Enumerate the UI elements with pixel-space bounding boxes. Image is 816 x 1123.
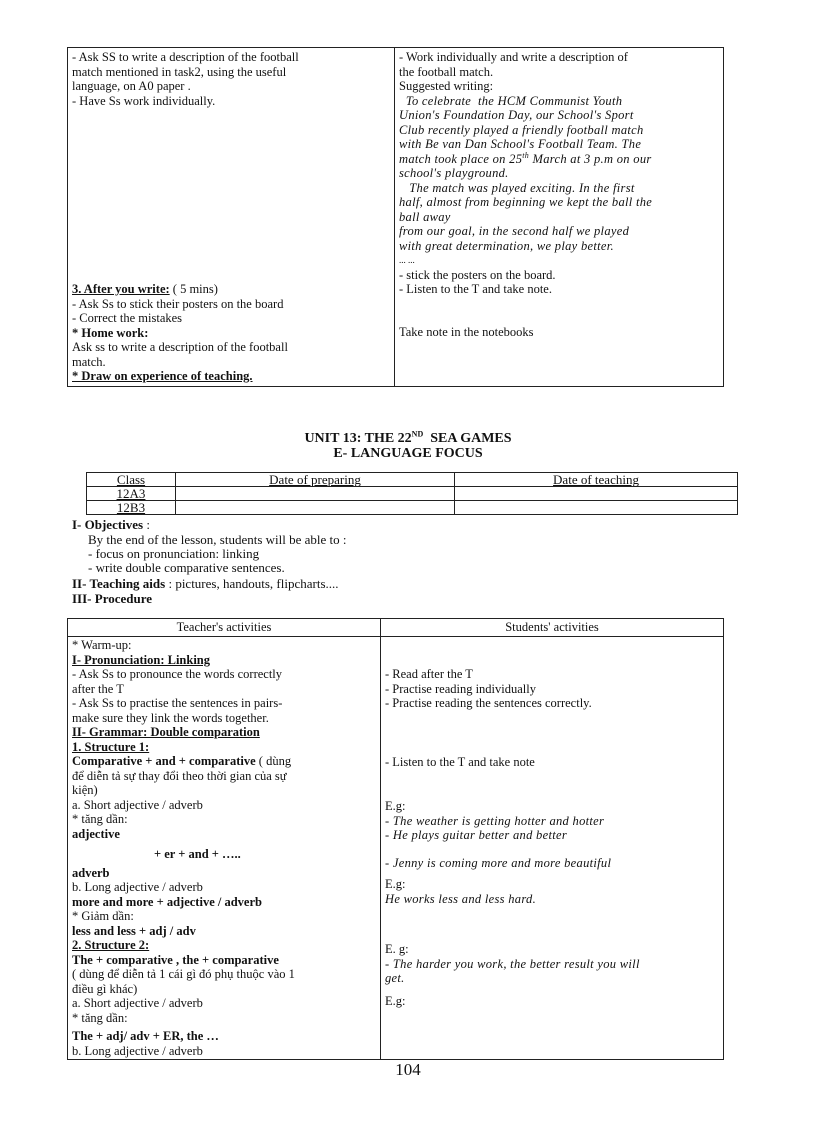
match-date-sup: th: [522, 150, 530, 160]
example-line: He works less and less hard.: [385, 891, 536, 906]
text-line: match mentioned in task2, using the useful: [72, 64, 287, 79]
teacher-column-cell: [68, 48, 395, 387]
text-line: để diễn tả sự thay đổi theo thời gian của sự: [72, 768, 287, 783]
text-line: * tăng dần:: [72, 1010, 128, 1025]
unit-title-suffix: SEA GAMES: [423, 431, 512, 446]
text-line: - Work individually and write a description of: [399, 50, 628, 64]
page-number: 104: [395, 1060, 421, 1079]
suggested-writing-line: Club recently played a friendly football match: [399, 122, 644, 137]
text-line: the football match.: [399, 64, 494, 79]
text-line: - Practise reading individually: [385, 681, 537, 696]
text-line: a. Short adjective / adverb: [72, 996, 203, 1010]
less-formula: less and less + adj / adv: [72, 923, 196, 938]
more-formula: more and more + adjective / adverb: [72, 894, 262, 909]
objectives-heading: I- Objectives: [72, 517, 144, 532]
example-line: - The harder you work, the better result you will: [385, 956, 640, 971]
structure1-formula-line: [72, 754, 376, 769]
example-label: E.g:: [385, 993, 406, 1008]
text-line: * Giảm dần:: [72, 909, 134, 923]
text-line: điều gì khác): [72, 981, 138, 996]
suggested-writing-line: To celebrate the HCM Communist Youth: [399, 93, 623, 108]
warmup: * Warm-up:: [72, 638, 132, 652]
text-line: kiện): [72, 783, 98, 797]
students-activities-cell: [381, 637, 724, 1060]
text-line: - Ask Ss to stick their posters on the board: [72, 296, 284, 311]
text-line: after the T: [72, 681, 124, 696]
pronunciation-heading: I- Pronunciation: Linking: [72, 652, 211, 667]
objectives-heading-line: [72, 518, 150, 533]
unit-title-sup: ND: [411, 429, 424, 439]
suggested-writing-line: school's playground.: [399, 166, 509, 180]
structure1-note: ( dùng: [255, 754, 292, 768]
after-you-write-line: [72, 282, 390, 297]
adverb-label: adverb: [72, 865, 110, 880]
text-line: - Listen to the T and take note.: [399, 282, 552, 296]
class-header: Class: [87, 473, 176, 487]
after-you-write-heading: 3. After you write:: [72, 282, 170, 296]
student-column-cell: [395, 48, 724, 387]
teacher-activities-header: Teacher's activities: [68, 619, 381, 637]
procedure-table: [67, 618, 724, 1060]
match-date-prefix: match took place on 25: [399, 151, 523, 166]
grammar-heading: II- Grammar: Double comparation: [72, 725, 260, 739]
objective-line: - write double comparative sentences.: [88, 560, 285, 575]
date-teaching-header: Date of teaching: [455, 473, 738, 487]
suggested-writing-line: from our goal, in the second half we played: [399, 224, 630, 238]
suggested-writing-line: with Be van Dan School's Football Team. The: [399, 137, 642, 151]
draw-experience-heading: * Draw on experience of teaching.: [72, 369, 253, 383]
unit-title-prefix: UNIT 13: THE 22: [304, 431, 412, 446]
er-formula: + er + and + …..: [154, 847, 241, 861]
text-line: ( dùng để diễn tả 1 cái gì đó phụ thuộc vào 1: [72, 967, 295, 981]
text-line: language, on A0 paper .: [72, 79, 191, 93]
text-line: - Correct the mistakes: [72, 311, 183, 325]
example-line: get.: [385, 971, 405, 985]
suggested-writing-line: ball away: [399, 209, 451, 224]
date-cell: [176, 487, 455, 501]
procedure-heading: III- Procedure: [72, 591, 153, 606]
teaching-aids-line: [72, 577, 339, 592]
teaching-aids-heading: II- Teaching aids: [72, 576, 166, 591]
date-cell: [176, 501, 455, 515]
text-line: - Practise reading the sentences correctly.: [385, 696, 592, 710]
objectives-colon: :: [143, 517, 150, 532]
class-cell: 12B3: [87, 501, 176, 515]
suggested-writing-line: [399, 152, 719, 167]
text-line: Suggested writing:: [399, 79, 494, 93]
text-line: Ask ss to write a description of the football: [72, 340, 288, 354]
structure1-formula: Comparative + and + comparative: [72, 754, 256, 768]
example-label: E.g:: [385, 877, 406, 891]
ellipsis: ... ...: [399, 255, 415, 265]
suggested-writing-line: half, almost from beginning we kept the ball the: [399, 195, 653, 209]
text-line: match.: [72, 354, 106, 369]
text-line: - Listen to the T and take note: [385, 754, 535, 769]
text-line: - Read after the T: [385, 667, 473, 681]
text-line: make sure they link the words together.: [72, 710, 269, 725]
teacher-activities-cell: [68, 637, 381, 1060]
the-formula: The + adj/ adv + ER, the …: [72, 1029, 219, 1043]
text-line: - Ask Ss to practise the sentences in pairs-: [72, 696, 283, 710]
text-line: - Have Ss work individually.: [72, 93, 216, 108]
match-date-suffix: March at 3 p.m on our: [529, 151, 652, 166]
date-cell: [455, 501, 738, 515]
unit-subtitle: E- LANGUAGE FOCUS: [333, 446, 483, 461]
after-you-write-time: ( 5 mins): [169, 282, 218, 296]
homework-heading: * Home work:: [72, 325, 149, 340]
unit-title: [0, 431, 816, 446]
adjective-label: adjective: [72, 826, 120, 841]
objective-line: By the end of the lesson, students will be able to :: [88, 532, 347, 547]
top-activity-table: [67, 47, 724, 387]
structure2-heading: 2. Structure 2:: [72, 938, 150, 952]
students-activities-header: Students' activities: [381, 619, 724, 637]
teaching-aids-text: : pictures, handouts, flipcharts....: [165, 576, 339, 591]
text-line: - Ask Ss to pronounce the words correctly: [72, 667, 283, 681]
structure1-heading: 1. Structure 1:: [72, 739, 150, 754]
example-label: E. g:: [385, 942, 409, 956]
example-line: - He plays guitar better and better: [385, 828, 567, 842]
text-line: Take note in the notebooks: [399, 324, 534, 339]
suggested-writing-line: The match was played exciting. In the first: [399, 180, 635, 195]
date-cell: [455, 487, 738, 501]
text-line: - stick the posters on the board.: [399, 267, 556, 282]
text-line: a. Short adjective / adverb: [72, 797, 203, 812]
example-label: E.g:: [385, 799, 406, 813]
date-preparing-header: Date of preparing: [176, 473, 455, 487]
text-line: b. Long adjective / adverb: [72, 880, 203, 894]
structure2-formula: The + comparative , the + comparative: [72, 952, 279, 967]
text-line: - Ask SS to write a description of the football: [72, 50, 299, 64]
text-line: b. Long adjective / adverb: [72, 1043, 203, 1058]
example-line: - Jenny is coming more and more beautiful: [385, 855, 612, 870]
class-date-table: [86, 472, 738, 515]
suggested-writing-line: with great determination, we play better.: [399, 238, 614, 253]
objective-line: - focus on pronunciation: linking: [88, 546, 260, 561]
text-line: * tăng dần:: [72, 812, 128, 826]
suggested-writing-line: Union's Foundation Day, our School's Sport: [399, 108, 634, 122]
class-cell: 12A3: [87, 487, 176, 501]
example-line: - The weather is getting hotter and hotter: [385, 813, 605, 828]
